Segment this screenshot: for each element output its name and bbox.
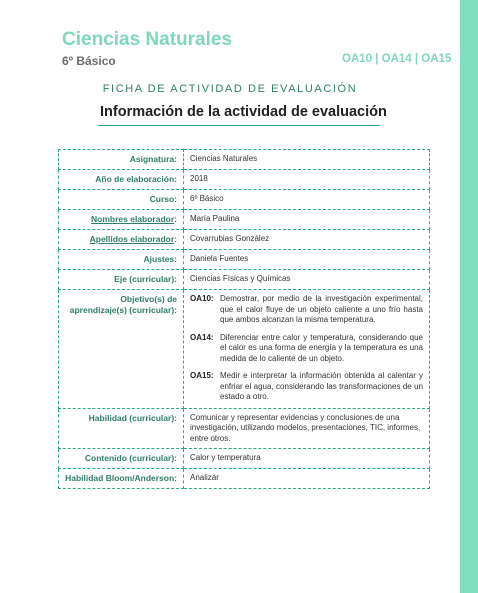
objective-text: Demostrar, por medio de la investigación experimental, que el calor fluye de un objeto caliente a uno frío hasta que ambos alcanzan la misma temperatura. (220, 294, 423, 324)
value-asignatura: Ciencias Naturales (184, 150, 430, 170)
objective-text: Medir e interpretar la información obtenida al calentar y enfriar el agua, considerando las transformaciones de un estado a otro. (220, 371, 423, 401)
row-apellidos (59, 230, 430, 250)
label-curso: Curso: (59, 190, 184, 210)
label-contenido: Contenido (curricular): (59, 449, 184, 469)
row-asignatura (59, 150, 430, 170)
row-contenido (59, 449, 430, 469)
value-apellidos: Covarrubias González (184, 230, 430, 250)
objective-text: Diferenciar entre calor y temperatura, considerando que el calor es una forma de energía y la temperatura es una medida de lo caliente de un objeto. (220, 332, 423, 363)
subject-title: Ciencias Naturales (62, 29, 233, 50)
label-nombres-text: Nombres elaborador (91, 214, 175, 224)
objective-item (190, 333, 423, 365)
value-objetivos (184, 290, 430, 409)
objective-item (190, 371, 423, 403)
document-type-heading: FICHA DE ACTIVIDAD DE EVALUACIÓN (102, 83, 358, 95)
row-curso (59, 190, 430, 210)
label-bloom: Habilidad Bloom/Anderson: (59, 469, 184, 489)
value-anio: 2018 (184, 170, 430, 190)
row-habilidad (59, 408, 430, 449)
value-contenido: Calor y temperatura (184, 449, 430, 469)
objective-item (190, 294, 423, 326)
section-title: Información de la actividad de evaluación (100, 104, 387, 120)
label-eje: Eje (curricular): (59, 270, 184, 290)
label-objetivos: Objetivo(s) de aprendizaje(s) (curricular): (59, 290, 184, 409)
value-bloom: Analizar (184, 469, 430, 489)
label-apellidos-colon: : (174, 234, 177, 244)
value-ajustes: Daniela Fuentes (184, 250, 430, 270)
objective-code: OA10: (190, 294, 214, 303)
evaluation-info-table (58, 149, 430, 489)
label-apellidos-text: Apellidos elaborador (89, 234, 175, 244)
value-nombres: María Paulina (184, 210, 430, 230)
value-curso: 6º Básico (184, 190, 430, 210)
label-habilidad: Habilidad (curricular): (59, 408, 184, 449)
value-habilidad: Comunicar y representar evidencias y conclusiones de una investigación, utilizando modelos, presentaciones, TIC, informes, entre otros. (184, 408, 430, 449)
row-nombres (59, 210, 430, 230)
grade-label: 6º Básico (62, 54, 116, 68)
row-bloom (59, 469, 430, 489)
objective-code: OA14: (190, 332, 214, 342)
label-anio: Año de elaboración: (59, 170, 184, 190)
label-apellidos (59, 230, 184, 250)
value-eje: Ciencias Físicas y Químicas (184, 270, 430, 290)
decorative-side-bar (460, 0, 478, 593)
label-ajustes: Ajustes: (59, 250, 184, 270)
title-underline (98, 125, 380, 126)
label-asignatura: Asignatura: (59, 150, 184, 170)
label-nombres-colon: : (174, 214, 177, 224)
row-eje (59, 270, 430, 290)
row-anio (59, 170, 430, 190)
row-ajustes (59, 250, 430, 270)
label-nombres (59, 210, 184, 230)
objective-codes: OA10 | OA14 | OA15 (342, 53, 452, 65)
objective-code: OA15: (190, 371, 214, 380)
row-objetivos (59, 290, 430, 409)
